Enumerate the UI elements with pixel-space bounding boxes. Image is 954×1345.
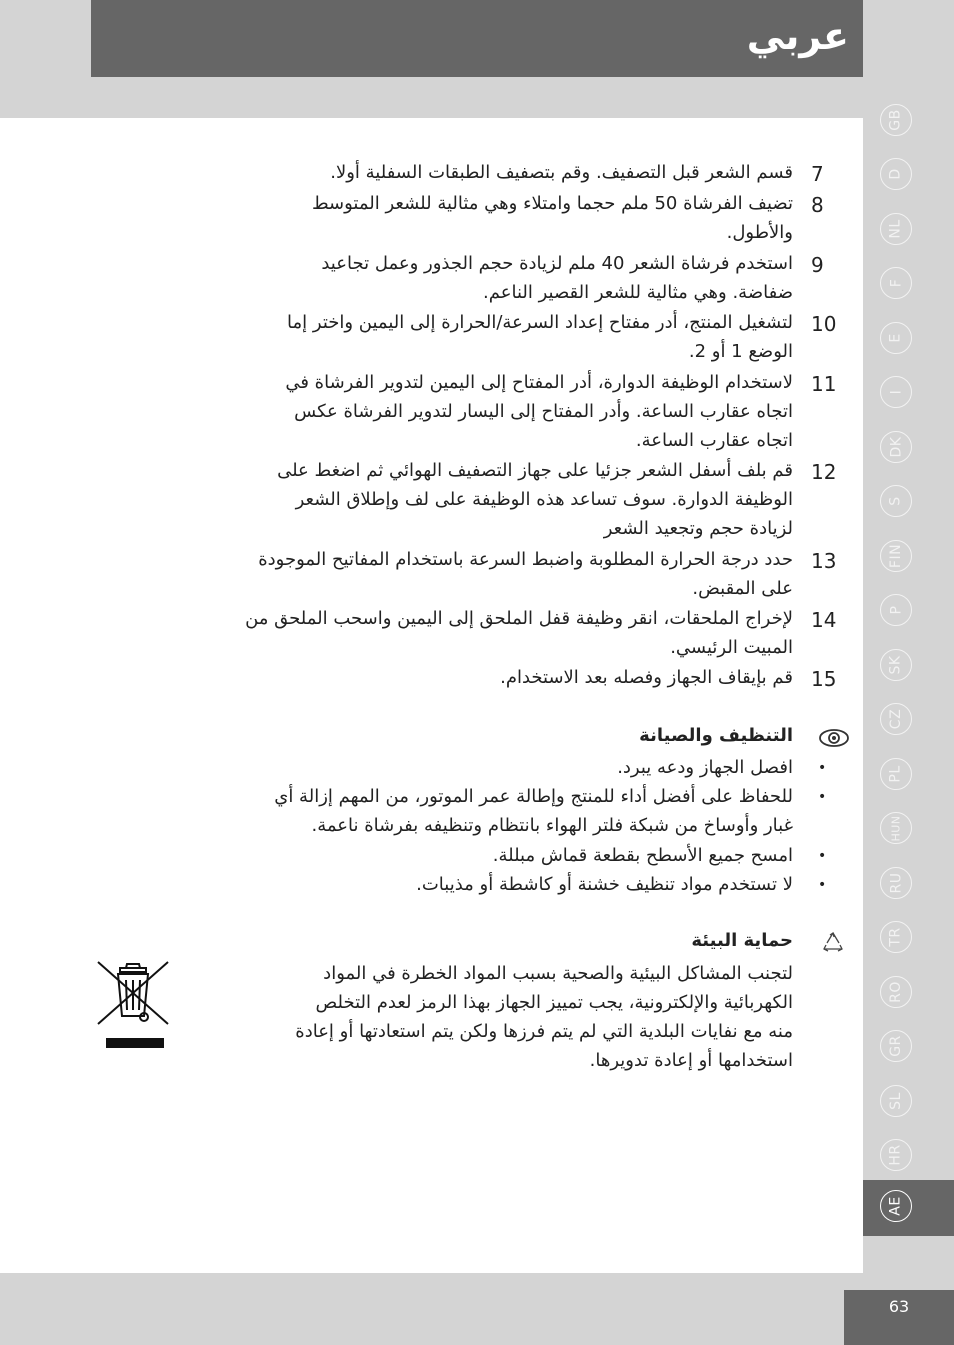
step-item [330, 158, 824, 187]
language-tab-sk[interactable]: SK [880, 649, 912, 681]
step-text: تضيف الفرشاة 50 ملم حجما وامتلاء وهي مثالية للشعر المتوسط والأطول. [311, 193, 793, 243]
cleaning-bullet: افصل الجهاز ودعه يبرد. [617, 757, 793, 778]
cleaning-heading: التنظيف والصيانة [639, 725, 793, 746]
step-number: 13 [811, 549, 837, 573]
step-number: 9 [811, 253, 824, 277]
recycle-icon [820, 931, 846, 955]
step-item [321, 249, 824, 307]
step-number: 8 [811, 193, 824, 217]
language-tab-s[interactable]: S [880, 485, 912, 517]
language-tab-p[interactable]: P [880, 594, 912, 626]
cleaning-bullet: للحفاظ على أفضل أداء للمنتج وإطالة عمر الموتور، من المهم إزالة أي غبار وأوساخ من شبكة فلتر الهواء بانتظام وتنظيفه بفرشاة ناعمة. [274, 786, 793, 836]
step-text: لإخراج الملحقات، انقر وظيفة قفل الملحق إلى اليمين واسحب الملحق من المبيت الرئيسي. [245, 608, 793, 658]
step-text: حدد درجة الحرارة المطلوبة واضبط السرعة باستخدام المفاتيح الموجودة على المقبض. [258, 549, 793, 599]
footer-bar [337, 1273, 844, 1345]
page-number-box [844, 1290, 954, 1345]
step-number: 12 [811, 460, 837, 484]
step-number: 11 [811, 372, 837, 396]
language-tab-sl[interactable]: SL [880, 1085, 912, 1117]
step-item [311, 189, 824, 247]
weee-bin-icon [96, 960, 170, 1052]
language-tab-f[interactable]: F [880, 267, 912, 299]
step-item [287, 308, 837, 366]
cleaning-bullet: لا تستخدم مواد تنظيف خشنة أو كاشطة أو مذيبات. [416, 874, 793, 895]
page-title: عربي [746, 14, 849, 58]
language-tab-gr[interactable]: GR [880, 1030, 912, 1062]
bullet-marker: • [818, 760, 827, 776]
step-text: قم بلف أسفل الشعر جزئيا على جهاز التصفيف الهوائي ثم اضغط على الوظيفة الدوارة. سوف تساعد هذه الوظيفة على لف وإطلاق الشعر لزيادة حجم وتجعيد الشعر [277, 460, 793, 539]
cleaning-bullet: امسح جميع الأسطح بقطعة قماش مبللة. [492, 845, 793, 866]
language-tab-ro[interactable]: RO [880, 976, 912, 1008]
step-text: قم بإيقاف الجهاز وفصله بعد الاستخدام. [500, 667, 793, 688]
language-tab-cz[interactable]: CZ [880, 703, 912, 735]
language-tab-i[interactable]: I [880, 376, 912, 408]
step-item [500, 663, 837, 692]
language-tab-e[interactable]: E [880, 322, 912, 354]
bullet-marker: • [818, 877, 827, 893]
language-tab-d[interactable]: D [880, 158, 912, 190]
language-tab-hr[interactable]: HR [880, 1139, 912, 1171]
environment-text: لتجنب المشاكل البيئية والصحية بسبب المواد الخطرة في المواد الكهربائية والإلكترونية، يجب تمييز الجهاز بهذا الرمز لعدم التخلص منه مع نفايات البلدية التي لم يتم فرزها ولكن يتم استعادتها أو إعادة استخدامها أو إعادة تدويرها. [295, 963, 793, 1071]
language-tab-fin[interactable]: FIN [880, 540, 912, 572]
eye-icon [818, 727, 850, 749]
page-number: 63 [888, 1297, 910, 1316]
step-text: لاستخدام الوظيفة الدوارة، أدر المفتاح إلى اليمين لتدوير الفرشاة في اتجاه عقارب الساعة. وأدر المفتاح إلى اليسار لتدوير الفرشاة عكس اتجاه عقارب الساعة. [285, 372, 793, 451]
step-text: استخدم فرشاة الشعر 40 ملم لزيادة حجم الجذور وعمل تجاعيد ضفاضة. وهي مثالية للشعر القصير الناعم. [321, 253, 793, 303]
step-item [277, 456, 837, 543]
step-text: لتشغيل المنتج، أدر مفتاح إعداد السرعة/الحرارة إلى اليمين واختر إما الوضع 1 أو 2. [287, 312, 793, 362]
step-number: 14 [811, 608, 837, 632]
language-tab-pl[interactable]: PL [880, 758, 912, 790]
language-tab-ae[interactable]: AE [880, 1190, 912, 1222]
environment-heading: حماية البيئة [691, 930, 793, 951]
step-item [245, 604, 837, 662]
language-tab-gb[interactable]: GB [880, 104, 912, 136]
language-tab-nl[interactable]: NL [880, 213, 912, 245]
step-number: 10 [811, 312, 837, 336]
language-tab-tr[interactable]: TR [880, 921, 912, 953]
step-item [285, 368, 837, 455]
language-tab-hun[interactable]: HUN [880, 812, 912, 844]
step-item [258, 545, 837, 603]
language-tab-ru[interactable]: RU [880, 867, 912, 899]
bullet-marker: • [818, 848, 827, 864]
language-tab-active[interactable] [863, 1180, 954, 1236]
step-text: قسم الشعر قبل التصفيف. وقم بتصفيف الطبقات السفلية أولا. [330, 162, 793, 183]
step-number: 15 [811, 667, 837, 691]
bullet-marker: • [818, 789, 827, 805]
language-tab-dk[interactable]: DK [880, 431, 912, 463]
step-number: 7 [811, 162, 824, 186]
